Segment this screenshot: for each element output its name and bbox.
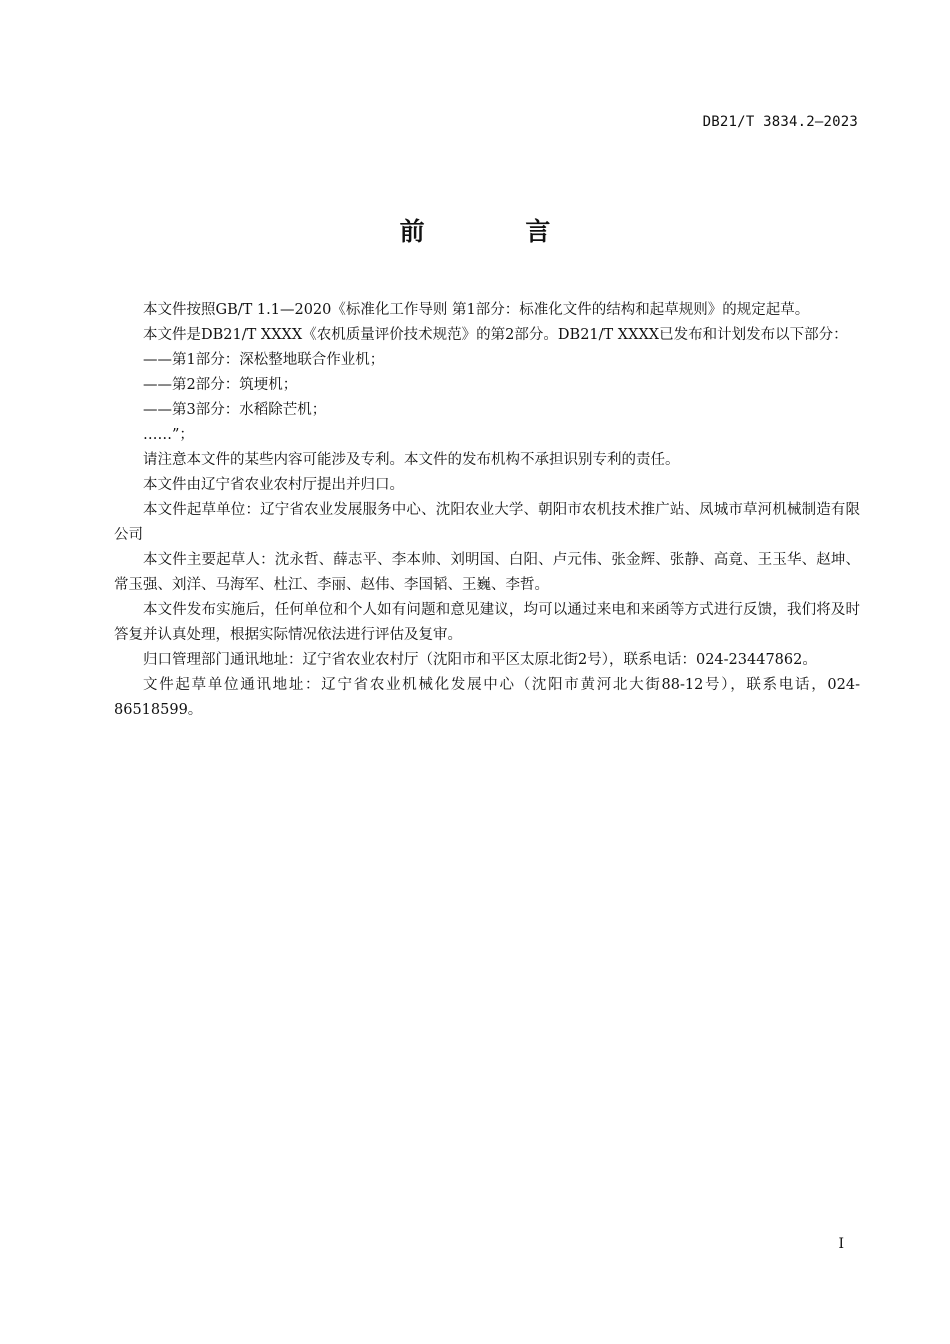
page-number: I [838,1236,844,1252]
paragraph-part-statement: 本文件是DB21/T XXXX《农机质量评价技术规范》的第2部分。DB21/T XXXX已发布和计划发布以下部分： [143,327,848,343]
list-item-ellipsis: ……”； [143,427,194,443]
paragraph-drafters: 本文件主要起草人：沈永哲、薛志平、李本帅、刘明国、白阳、卢元伟、张金辉、张静、高竟、王玉华、赵坤、常玉强、刘洋、马海军、杜江、李丽、赵伟、李国韬、王巍、李哲。 [114,552,860,593]
paragraph-drafter-address: 文件起草单位通讯地址：辽宁省农业机械化发展中心（沈阳市黄河北大街88-12号），联系电话，024-86518599。 [114,677,860,718]
list-item-part-2: ——第2部分：筑埂机； [143,377,298,393]
foreword-body [114,298,860,723]
paragraph-feedback: 本文件发布实施后，任何单位和个人如有问题和意见建议，均可以通过来电和来函等方式进行反馈，我们将及时答复并认真处理，根据实际情况依法进行评估及复审。 [114,602,860,643]
page-title: 前 言 [399,217,597,246]
paragraph-proposer: 本文件由辽宁省农业农村厅提出并归口。 [143,477,404,493]
list-item-part-1: ——第1部分：深松整地联合作业机； [143,352,385,368]
paragraph-patent-notice: 请注意本文件的某些内容可能涉及专利。本文件的发布机构不承担识别专利的责任。 [143,452,680,468]
paragraph-drafting-units: 本文件起草单位：辽宁省农业发展服务中心、沈阳农业大学、朝阳市农机技术推广站、凤城市草河机械制造有限公司 [114,502,860,543]
standard-code: DB21/T 3834.2—2023 [702,114,858,130]
paragraph-admin-address: 归口管理部门通讯地址：辽宁省农业农村厅（沈阳市和平区太原北街2号），联系电话：024-23447862。 [143,652,817,668]
list-item-part-3: ——第3部分：水稻除芒机； [143,402,327,418]
paragraph-drafting-rules: 本文件按照GB/T 1.1—2020《标准化工作导则 第1部分：标准化文件的结构和起草规则》的规定起草。 [143,302,810,318]
